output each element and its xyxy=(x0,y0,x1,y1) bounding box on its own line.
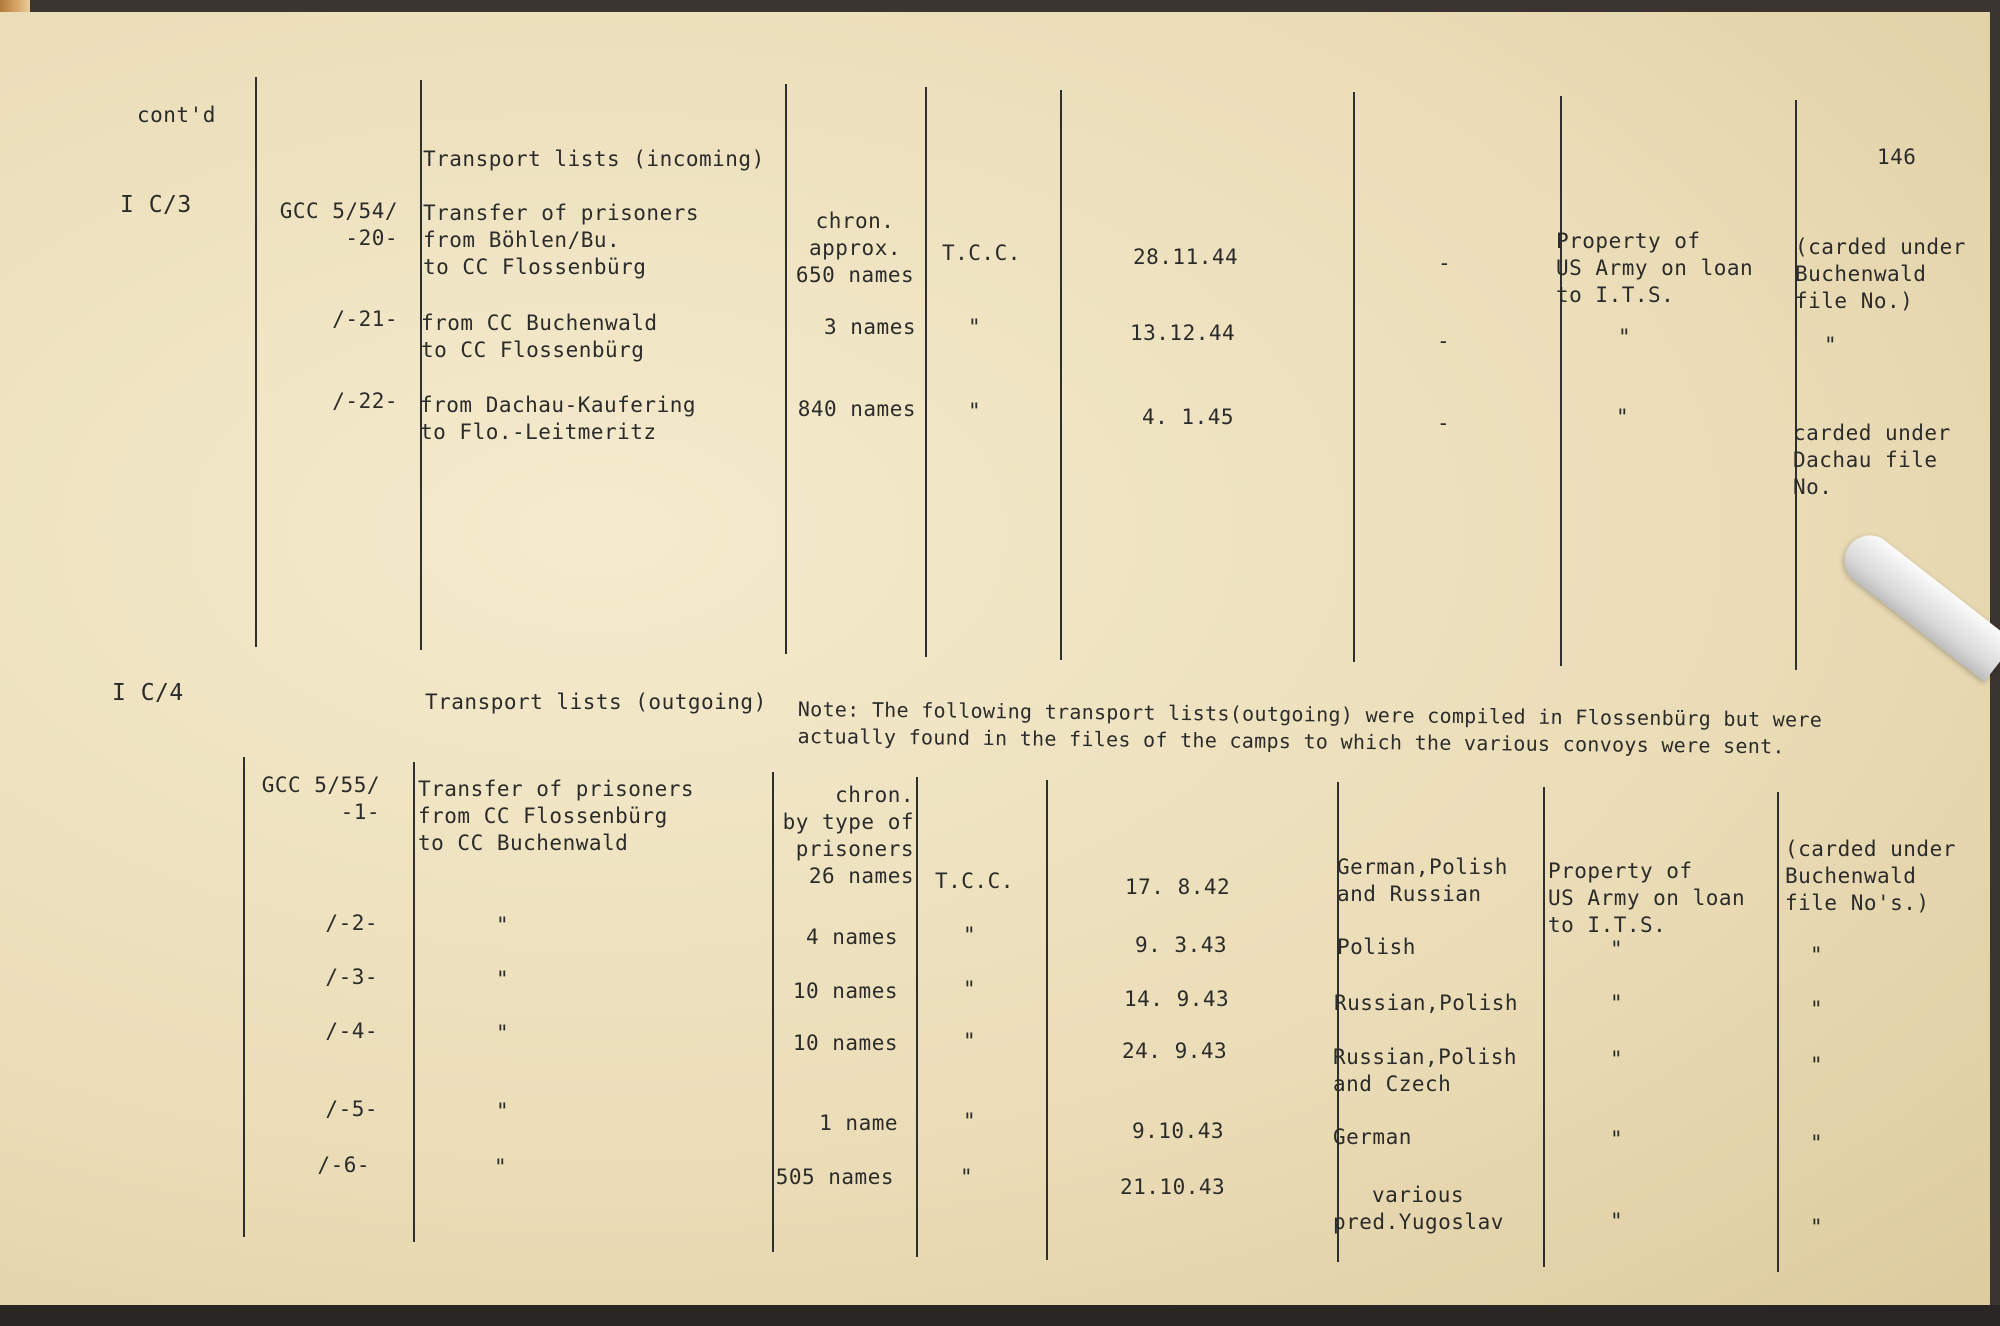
row-source: " xyxy=(963,1109,977,1133)
section-code: I C/3 xyxy=(120,192,192,218)
row-nationality: Russian,Polish and Czech xyxy=(1333,1045,1518,1096)
row-names: 505 names xyxy=(775,1165,894,1189)
row-remarks: " xyxy=(1824,333,1838,357)
column-rule xyxy=(1560,96,1562,666)
row-description: " xyxy=(494,1155,508,1179)
row-nationality: German xyxy=(1333,1125,1412,1149)
row-names: 1 name xyxy=(819,1111,898,1135)
column-rule xyxy=(1060,90,1062,660)
row-ref: /-5- xyxy=(325,1097,378,1121)
row-description: from CC Buchenwald to CC Flossenbürg xyxy=(421,311,658,362)
row-remarks: (carded under Buchenwald file No.) xyxy=(1795,235,1966,313)
row-description: " xyxy=(496,1099,510,1123)
row-names: 10 names xyxy=(792,979,898,1003)
row-source: T.C.C. xyxy=(942,241,1021,265)
row-ref: GCC 5/55/ -1- xyxy=(261,773,380,824)
row-description: " xyxy=(496,967,510,991)
row-names: 3 names xyxy=(823,315,916,339)
row-ref: /-2- xyxy=(325,911,378,935)
row-ref: /-21- xyxy=(332,307,398,331)
page-number: 146 xyxy=(1877,145,1917,169)
desk-edge xyxy=(0,1305,2000,1326)
row-remarks: carded under Dachau file No. xyxy=(1793,421,1951,499)
row-date: 14. 9.43 xyxy=(1124,987,1230,1011)
row-date: 9. 3.43 xyxy=(1135,933,1228,957)
row-date: 21.10.43 xyxy=(1120,1175,1226,1199)
row-remarks: " xyxy=(1810,1215,1824,1239)
row-date: 17. 8.42 xyxy=(1125,875,1231,899)
row-ref: /-4- xyxy=(325,1019,378,1043)
row-date: 4. 1.45 xyxy=(1142,405,1235,429)
row-nationality: various pred.Yugoslav xyxy=(1333,1183,1504,1234)
row-ref: GCC 5/54/ -20- xyxy=(279,199,398,250)
column-rule xyxy=(785,84,787,654)
column-rule xyxy=(255,77,257,647)
row-ref: /-3- xyxy=(325,965,378,989)
column-rule xyxy=(413,762,415,1242)
row-remarks: " xyxy=(1810,1053,1824,1077)
column-rule xyxy=(916,777,918,1257)
row-nationality: - xyxy=(1437,329,1451,353)
row-source: " xyxy=(963,1029,977,1053)
row-date: 24. 9.43 xyxy=(1122,1039,1228,1063)
row-description: Transfer of prisoners from CC Flossenbürg to CC Buchenwald xyxy=(418,777,695,855)
row-names: chron. approx. 650 names xyxy=(795,209,915,287)
row-property: " xyxy=(1610,1127,1624,1151)
column-rule xyxy=(1353,92,1355,662)
row-date: 9.10.43 xyxy=(1132,1119,1225,1143)
section-title: Transport lists (incoming) xyxy=(423,147,765,171)
column-rule xyxy=(1795,100,1797,670)
row-description: Transfer of prisoners from Böhlen/Bu. to CC Flossenbürg xyxy=(423,201,700,279)
column-rule xyxy=(1777,792,1779,1272)
row-source: T.C.C. xyxy=(935,869,1014,893)
row-names: chron. by type of prisoners 26 names xyxy=(782,783,914,888)
row-names: 840 names xyxy=(797,397,916,421)
document-page xyxy=(0,12,1990,1312)
row-ref: /-6- xyxy=(317,1153,370,1177)
row-property: " xyxy=(1610,991,1624,1015)
row-remarks: (carded under Buchenwald file No's.) xyxy=(1785,837,1956,915)
row-remarks: " xyxy=(1810,997,1824,1021)
row-property: " xyxy=(1610,1047,1624,1071)
row-property: Property of US Army on loan to I.T.S. xyxy=(1556,229,1754,307)
row-description: from Dachau-Kaufering to Flo.-Leitmeritz xyxy=(420,393,697,444)
row-property: " xyxy=(1610,1209,1624,1233)
column-rule xyxy=(1046,780,1048,1260)
row-source: " xyxy=(960,1165,974,1189)
row-ref: /-22- xyxy=(332,389,398,413)
contd-label: cont'd xyxy=(137,103,216,127)
row-names: 4 names xyxy=(805,925,898,949)
column-rule xyxy=(1543,787,1545,1267)
section-code: I C/4 xyxy=(112,680,184,706)
row-source: " xyxy=(963,977,977,1001)
row-nationality: - xyxy=(1437,411,1451,435)
row-source: " xyxy=(968,399,982,423)
row-nationality: Polish xyxy=(1337,935,1416,959)
row-remarks: " xyxy=(1810,1131,1824,1155)
row-source: " xyxy=(963,923,977,947)
row-description: " xyxy=(496,1021,510,1045)
column-rule xyxy=(925,87,927,657)
section-note: Note: The following transport lists(outgoing) were compiled in Flossenbürg but were actually found in the files of the camps to which the various convoys were sent. xyxy=(797,696,1823,759)
row-nationality: German,Polish and Russian xyxy=(1337,855,1508,906)
row-property: " xyxy=(1616,405,1630,429)
section-title: Transport lists (outgoing) xyxy=(425,690,767,714)
row-remarks: " xyxy=(1810,943,1824,967)
row-nationality: - xyxy=(1438,251,1452,275)
column-rule xyxy=(420,80,422,650)
row-property: Property of US Army on loan to I.T.S. xyxy=(1548,859,1746,937)
row-description: " xyxy=(496,913,510,937)
row-date: 28.11.44 xyxy=(1133,245,1239,269)
row-names: 10 names xyxy=(792,1031,898,1055)
row-property: " xyxy=(1618,325,1632,349)
row-source: " xyxy=(968,315,982,339)
row-nationality: Russian,Polish xyxy=(1334,991,1519,1015)
row-date: 13.12.44 xyxy=(1130,321,1236,345)
row-property: " xyxy=(1610,937,1624,961)
